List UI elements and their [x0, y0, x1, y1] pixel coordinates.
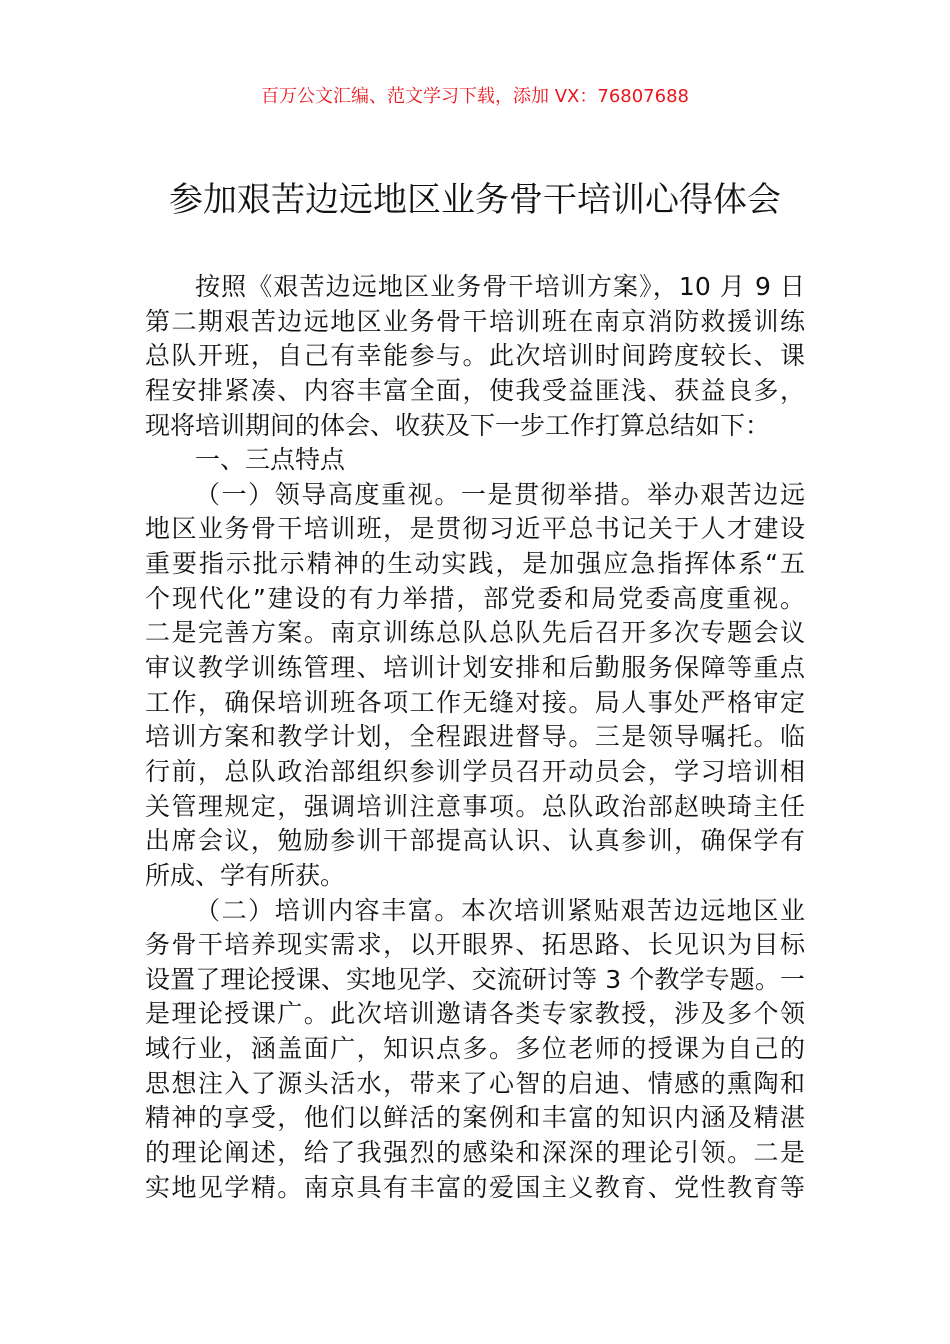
text-line: 一、三点特点 — [195, 445, 346, 475]
text-line: 务骨干培养现实需求，以开眼界、拓思路、长见识为目标 — [145, 930, 805, 960]
section-heading — [145, 443, 805, 478]
document-body — [145, 270, 805, 1205]
text-line: 地区业务骨干培训班，是贯彻习近平总书记关于人才建设 — [145, 514, 805, 544]
text-line: 现将培训期间的体会、收获及下一步工作打算总结如下： — [145, 410, 771, 440]
text-line: 二是完善方案。南京训练总队总队先后召开多次专题会议 — [145, 618, 805, 648]
text-line: 精神的享受，他们以鲜活的案例和丰富的知识内涵及精湛 — [145, 1103, 805, 1133]
text-line: 所成、学有所获。 — [145, 860, 346, 890]
text-line: 的理论阐述，给了我强烈的感染和深深的理论引领。二是 — [145, 1138, 805, 1168]
watermark-header: 百万公文汇编、范文学习下载，添加 VX：76807688 — [261, 86, 689, 107]
text-line: 是理论授课广。此次培训邀请各类专家教授，涉及多个领 — [145, 999, 805, 1029]
text-line: 重要指示批示精神的生动实践，是加强应急指挥体系“五 — [145, 549, 805, 579]
text-line: 培训方案和教学计划，全程跟进督导。三是领导嘱托。临 — [145, 722, 805, 752]
document-title: 参加艰苦边远地区业务骨干培训心得体会 — [169, 180, 781, 220]
text-line: 域行业，涵盖面广，知识点多。多位老师的授课为自己的 — [145, 1034, 805, 1064]
paragraph — [145, 478, 805, 894]
text-line: 设置了理论授课、实地见学、交流研讨等 3 个教学专题。一 — [145, 964, 805, 994]
paragraph — [145, 894, 805, 1206]
text-line: 工作，确保培训班各项工作无缝对接。局人事处严格审定 — [145, 687, 805, 717]
text-line: 出席会议，勉励参训干部提高认识、认真参训，确保学有 — [145, 826, 805, 856]
text-line: 关管理规定，强调培训注意事项。总队政治部赵映琦主任 — [145, 791, 805, 821]
text-line: （二）培训内容丰富。本次培训紧贴艰苦边远地区业 — [195, 895, 805, 925]
text-line: 第二期艰苦边远地区业务骨干培训班在南京消防救援训练 — [145, 306, 805, 336]
text-line: 总队开班，自己有幸能参与。此次培训时间跨度较长、课 — [145, 341, 805, 371]
text-line: 行前，总队政治部组织参训学员召开动员会，学习培训相 — [145, 756, 805, 786]
text-line: 按照《艰苦边远地区业务骨干培训方案》，10 月 9 日 — [195, 272, 805, 301]
text-line: 程安排紧凑、内容丰富全面，使我受益匪浅、获益良多， — [145, 375, 805, 405]
text-line: （一）领导高度重视。一是贯彻举措。举办艰苦边远 — [195, 479, 805, 509]
paragraph — [145, 270, 805, 443]
text-line: 个现代化”建设的有力举措，部党委和局党委高度重视。 — [145, 583, 805, 613]
text-line: 实地见学精。南京具有丰富的爱国主义教育、党性教育等 — [145, 1172, 805, 1202]
text-line: 审议教学训练管理、培训计划安排和后勤服务保障等重点 — [145, 653, 805, 683]
text-line: 思想注入了源头活水，带来了心智的启迪、情感的熏陶和 — [145, 1068, 805, 1098]
